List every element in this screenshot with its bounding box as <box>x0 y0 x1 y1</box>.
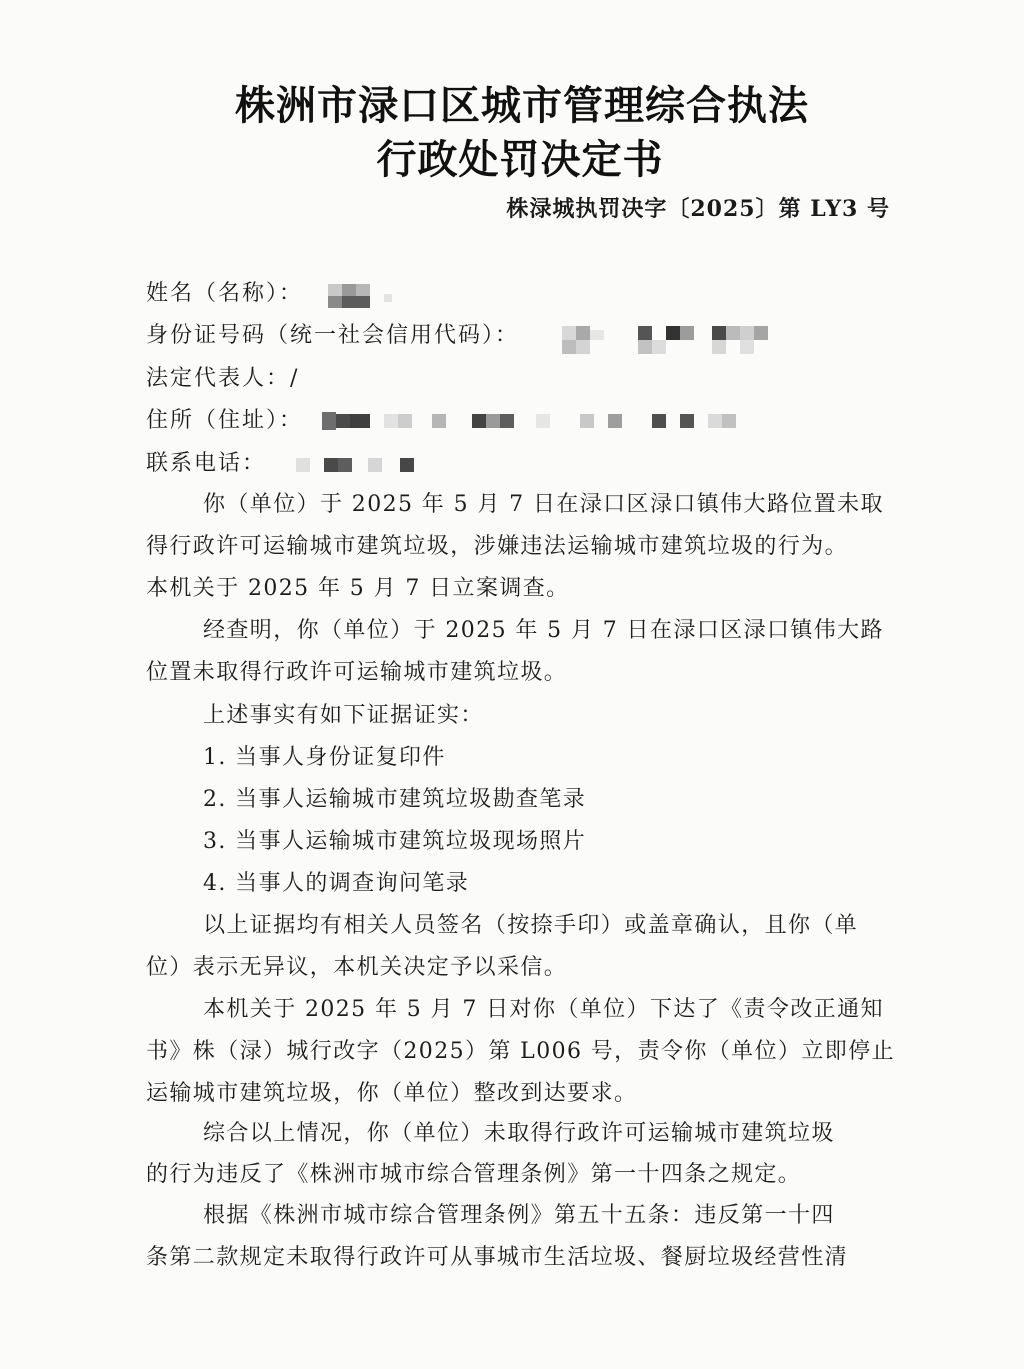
body-line: 经查明，你（单位）于 2025 年 5 月 7 日在渌口区渌口镇伟大路 <box>203 618 884 643</box>
body-line: 条第二款规定未取得行政许可从事城市生活垃圾、餐厨垃圾经营性清 <box>146 1245 849 1270</box>
legal-representative-field <box>146 361 299 392</box>
body-line: 运输城市建筑垃圾，你（单位）整改到达要求。 <box>146 1081 638 1106</box>
name-field-label: 姓名（名称）： <box>146 281 304 306</box>
body-line: 书》株（渌）城行改字（2025）第 L006 号，责令你（单位）立即停止 <box>146 1039 895 1064</box>
document-title-line2: 行政处罚决定书 <box>376 137 664 183</box>
body-line: 得行政许可运输城市建筑垃圾，涉嫌违法运输城市建筑垃圾的行为。 <box>146 534 849 559</box>
body-line: 位置未取得行政许可运输城市建筑垃圾。 <box>146 660 568 685</box>
body-line: 以上证据均有相关人员签名（按捺手印）或盖章确认，且你（单 <box>203 913 859 938</box>
id-number-field-label: 身份证号码（统一社会信用代码）： <box>146 323 520 348</box>
body-line: 根据《株洲市城市综合管理条例》第五十五条：违反第一十四 <box>203 1203 835 1228</box>
evidence-item: 1. 当事人身份证复印件 <box>203 745 446 770</box>
address-field-label: 住所（住址）： <box>146 408 304 433</box>
legal-representative-value: / <box>290 366 300 391</box>
body-line: 本机关于 2025 年 5 月 7 日对你（单位）下达了《责令改正通知 <box>203 997 884 1022</box>
id-number-redacted-mosaic <box>562 322 782 356</box>
body-line: 你（单位）于 2025 年 5 月 7 日在渌口区渌口镇伟大路位置未取 <box>203 492 884 517</box>
evidence-item: 4. 当事人的调查询问笔录 <box>203 871 470 896</box>
document-number: 株渌城执罚决字〔2025〕第 LY3 号 <box>506 196 890 222</box>
evidence-item: 2. 当事人运输城市建筑垃圾勘查笔录 <box>203 787 587 812</box>
document-title-line1: 株洲市渌口区城市管理综合执法 <box>235 83 809 129</box>
body-line: 位）表示无异议，本机关决定予以采信。 <box>146 955 568 980</box>
evidence-item: 3. 当事人运输城市建筑垃圾现场照片 <box>203 829 587 854</box>
phone-field-label: 联系电话： <box>146 451 267 476</box>
name-redacted-mosaic <box>328 282 398 310</box>
body-line: 综合以上情况，你（单位）未取得行政许可运输城市建筑垃圾 <box>203 1121 835 1146</box>
body-line: 的行为违反了《株洲市城市综合管理条例》第一十四条之规定。 <box>146 1162 802 1187</box>
body-line: 本机关于 2025 年 5 月 7 日立案调查。 <box>146 576 570 601</box>
legal-representative-label: 法定代表人： <box>146 366 291 391</box>
address-redacted-mosaic <box>322 410 752 434</box>
evidence-intro: 上述事实有如下证据证实： <box>203 703 484 728</box>
phone-redacted-mosaic <box>296 454 420 478</box>
